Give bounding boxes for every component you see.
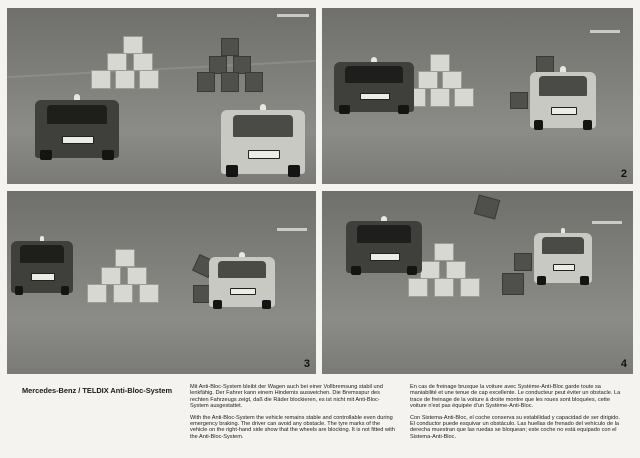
car-without-abs <box>530 72 596 128</box>
photo-4 <box>322 191 633 374</box>
car-without-abs <box>209 257 275 307</box>
car-abs <box>334 62 414 112</box>
photo-3 <box>7 191 316 374</box>
photo-number: 3 <box>303 358 310 370</box>
car-without-abs <box>534 233 592 283</box>
car-abs <box>346 221 422 273</box>
photo-1 <box>7 8 316 184</box>
photo-number: 4 <box>620 358 627 370</box>
caption-english: With the Anti-Bloc-System the vehicle remains stable and controllable even during emergency braking. The driver can avoid any obstacle. The tyre marks of the vehicle on the right-hand side show that the wheels are blocking. It is not fitted with the Anti-Bloc-System. <box>190 414 395 440</box>
caption-column-french-spanish <box>410 384 626 445</box>
photo-number: 2 <box>620 168 627 180</box>
page-title: Mercedes-Benz / TELDIX Anti-Bloc-System <box>22 386 173 395</box>
caption-column-german-english <box>190 384 398 445</box>
caption-spanish: Con Sistema-Anti-Bloc, el coche conserva su estabilidad y capacidad de ser dirigido. El conductor puede esquivar un obstáculo. Las huellas de frenado del vehículo de la derecha muestran que las ruedas se bloquean; este coche no está equipado con el Sistema-Anti-Bloc. <box>410 414 620 440</box>
car-without-abs <box>221 110 305 174</box>
photo-2 <box>322 8 633 184</box>
car-abs <box>35 100 119 158</box>
caption-french: En cas de freinage brusque la voiture avec Système-Anti-Bloc garde toute sa maniabilité et une tenue de cap excellente. Le conducteur peut éviter un obstacle. La trace de freinage de la voiture à droite montre que les roues sont bloquées, cette voiture n'est pas équipée d'un Système-Anti-Bloc. <box>410 384 621 410</box>
car-abs <box>11 241 73 293</box>
caption-german: Mit Anti-Bloc-System bleibt der Wagen auch bei einer Vollbremsung stabil und lenkfähig. Der Fahrer kann einem Hindernis ausweichen. Die Bremsspur des rechten Fahrzeugs zeigt, daß die Räder blockieren, es ist nicht mit Anti-Bloc-System ausgestattet. <box>190 384 383 410</box>
